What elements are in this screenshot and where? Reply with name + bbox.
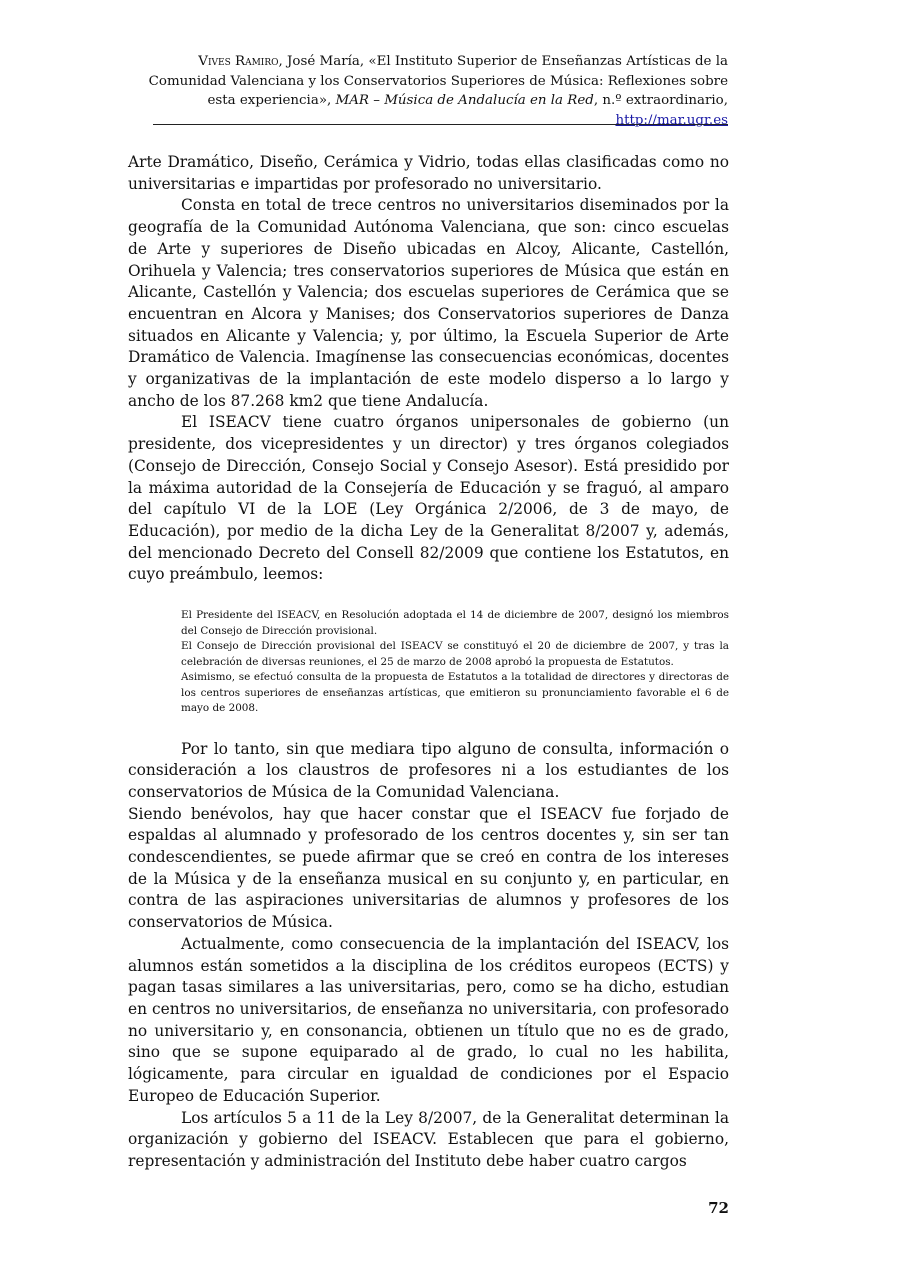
paragraph: Siendo benévolos, hay que hacer constar que el ISEACV fue forjado de espaldas al alumnado y profesorado de los centros docentes y, sin ser tan condescendientes, se puede afirmar que se creó en contra de los intereses de la Música y de la enseñanza musical en su conjunto y, en particular, en contra de las aspiraciones universitarias de alumnos y profesores de los conservatorios de Música. xyxy=(128,804,729,932)
quote-line: El Presidente del ISEACV, en Resolución adoptada el 14 de diciembre de 2007, designó los miembros del Consejo de Dirección provisional. xyxy=(181,609,729,637)
block-quote xyxy=(181,608,729,717)
author-surname: Vives Ramiro xyxy=(198,54,279,69)
journal-link[interactable]: http://mar.ugr.es xyxy=(615,112,728,128)
running-header xyxy=(140,52,728,130)
quote-line: El Consejo de Dirección provisional del ISEACV se constituyó el 20 de diciembre de 2007, y tras la celebración de diversas reuniones, el 25 de marzo de 2008 aprobó la propuesta de Estatutos. xyxy=(181,640,729,668)
paragraph: El ISEACV tiene cuatro órganos unipersonales de gobierno (un presidente, dos vicepresidentes y un director) y tres órganos colegiados (Consejo de Dirección, Consejo Social y Consejo Asesor). Está presidido por la máxima autoridad de la Consejería de Educación y se fraguó, al amparo del capítulo VI de la LOE (Ley Orgánica 2/2006, de 3 de mayo, de Educación), por medio de la dicha Ley de la Generalitat 8/2007 y, además, del mencionado Decreto del Consell 82/2009 que contiene los Estatutos, en cuyo preámbulo, leemos: xyxy=(128,413,729,584)
journal-title: MAR – Música de Andalucía en la Red xyxy=(335,93,594,108)
paragraph: Por lo tanto, sin que mediara tipo alguno de consulta, información o consideración a los claustros de profesores ni a los estudiantes de los conservatorios de Música de la Comunidad Valenciana. xyxy=(128,739,729,801)
header-rule xyxy=(153,124,728,125)
page-number: 72 xyxy=(708,1199,729,1217)
paragraph: Actualmente, como consecuencia de la implantación del ISEACV, los alumnos están sometidos a la disciplina de los créditos europeos (ECTS) y pagan tasas similares a las universitarias, pero, como se ha dicho, estudian en centros no universitarios, de enseñanza no universitaria, con profesorado no universitario y, en consonancia, obtienen un título que no es de grado, sino que se supone equiparado al de grado, lo cual no les habilita, lógicamente, para circular en igualdad de condiciones por el Espacio Europeo de Educación Superior. xyxy=(128,934,729,1105)
quote-line: Asimismo, se efectuó consulta de la propuesta de Estatutos a la totalidad de directores y directoras de los centros superiores de enseñanzas artísticas, que emitieron su pronunciamiento favorable el 6 de mayo de 2008. xyxy=(181,671,729,715)
paragraph: Los artículos 5 a 11 de la Ley 8/2007, de la Generalitat determinan la organización y gobierno del ISEACV. Establecen que para el gobierno, representación y administración del Instituto debe haber cuatro cargos xyxy=(128,1108,729,1170)
paragraph: Arte Dramático, Diseño, Cerámica y Vidrio, todas ellas clasificadas como no universitarias e impartidas por profesorado no universitario. xyxy=(128,153,729,193)
main-text xyxy=(128,152,729,1173)
issue-text: , n.º extraordinario, xyxy=(593,93,728,108)
paragraph: Consta en total de trece centros no universitarios diseminados por la geografía de la Comunidad Autónoma Valenciana, que son: cinco escuelas de Arte y superiores de Diseño ubicadas en Alcoy, Alicante, Castellón, Orihuela y Valencia; tres conservatorios superiores de Música que están en Alicante, Castellón y Valencia; dos escuelas superiores de Cerámica que se encuentran en Alcora y Manises; dos Conservatorios superiores de Danza situados en Alicante y Valencia; y, por último, la Escuela Superior de Arte Dramático de Valencia. Imagínense las consecuencias económicas, docentes y organizativas de la implantación de este modelo disperso a lo largo y ancho de los 87.268 km2 que tiene Andalucía. xyxy=(128,196,729,410)
citation-text: , José María, «El Instituto Superior de Enseñanzas Artísticas de la Comunidad Valenciana y los Conservatorios Superiores de Música: Reflexiones sobre esta experiencia», xyxy=(148,54,728,108)
